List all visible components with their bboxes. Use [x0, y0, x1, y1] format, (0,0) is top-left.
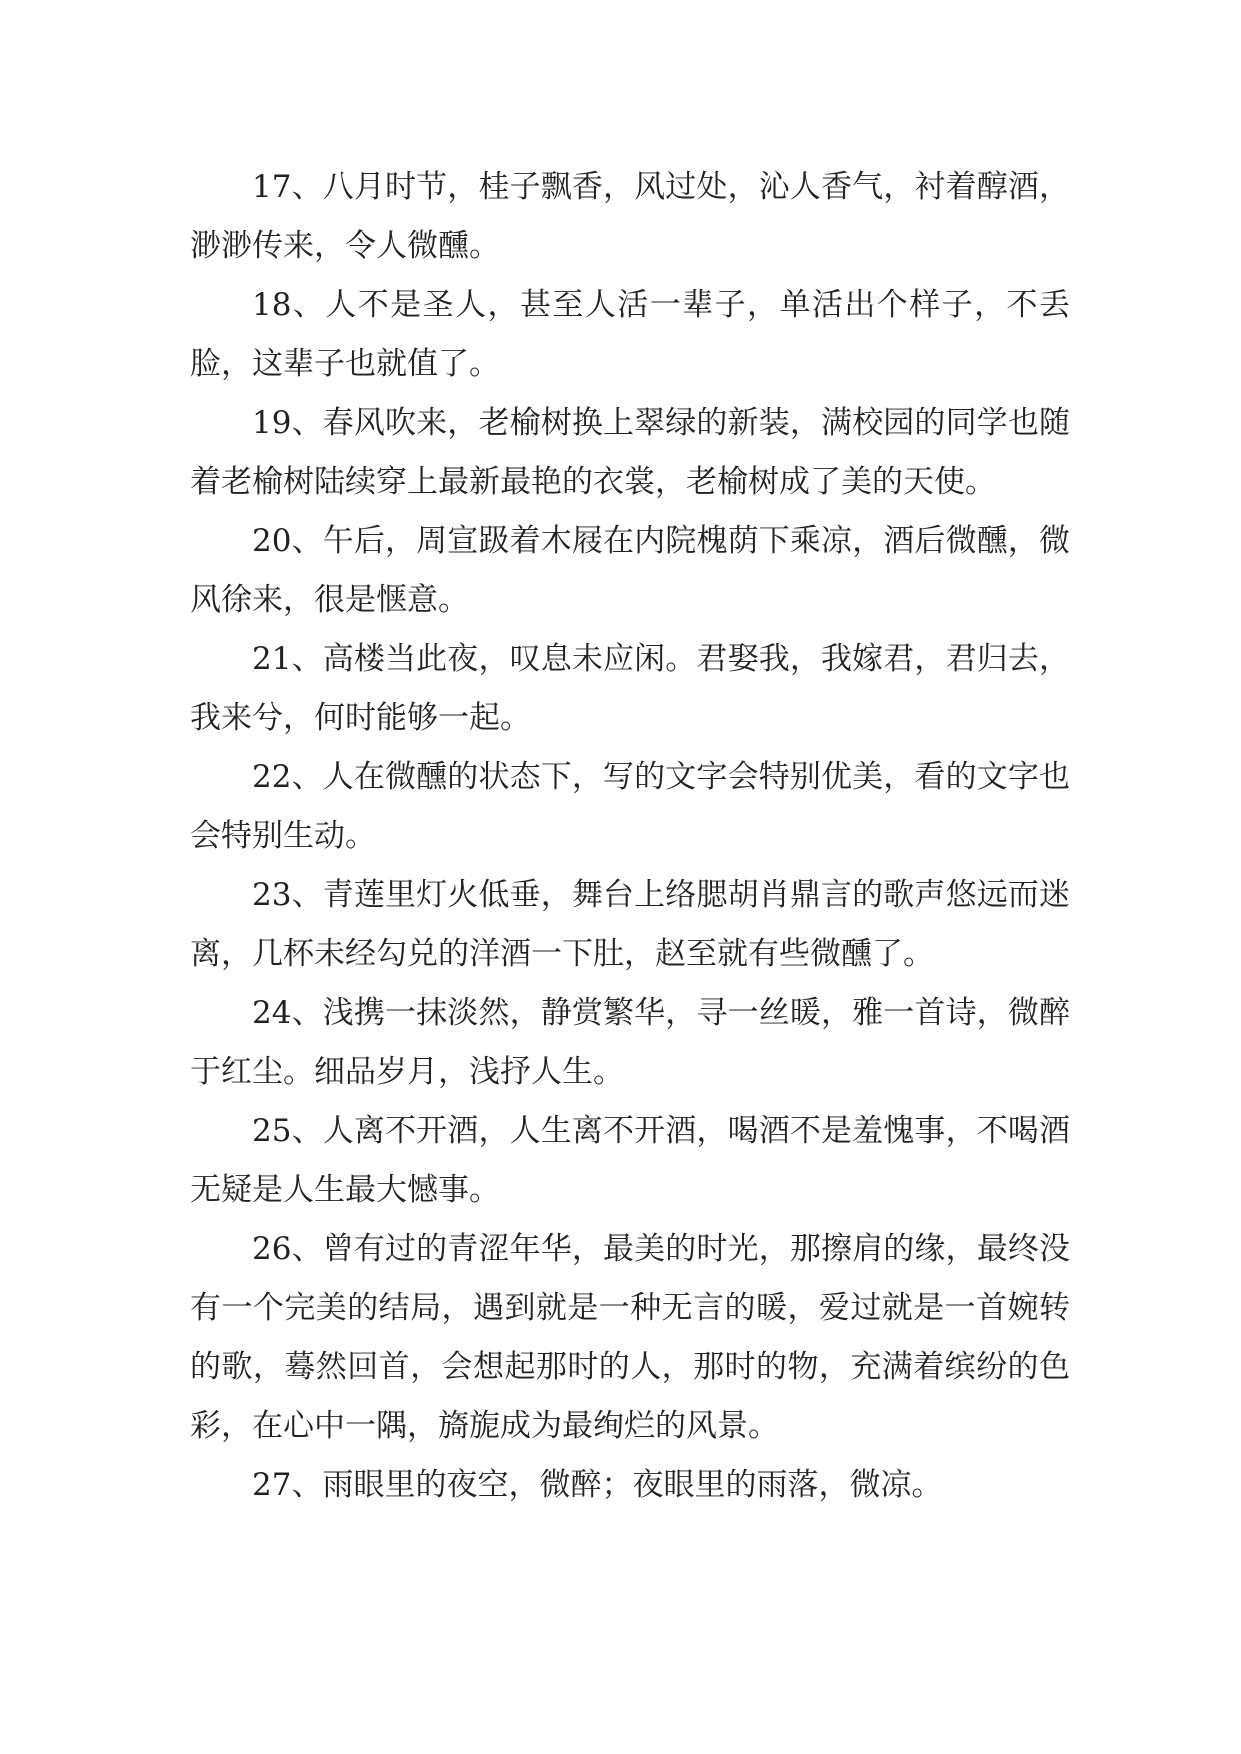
paragraph-20: 20、午后，周宣趿着木屐在内院槐荫下乘凉，酒后微醺，微风徐来，很是惬意。: [190, 523, 1070, 618]
paragraph-18: 18、人不是圣人，甚至人活一辈子，单活出个样子，不丢脸，这辈子也就值了。: [190, 287, 1070, 382]
paragraph-24: 24、浅携一抹淡然，静赏繁华，寻一丝暖，雅一首诗，微醉于红尘。细品岁月，浅抒人生。: [190, 995, 1070, 1090]
paragraph-26: 26、曾有过的青涩年华，最美的时光，那擦肩的缘，最终没有一个完美的结局，遇到就是一种无言的暖，爱过就是一首婉转的歌，蓦然回首，会想起那时的人，那时的物，充满着缤纷的色彩，在心中一隅，旖旎成为最绚烂的风景。: [190, 1231, 1070, 1444]
paragraph-22: 22、人在微醺的状态下，写的文字会特别优美，看的文字也会特别生动。: [190, 759, 1070, 854]
paragraph-23: 23、青莲里灯火低垂，舞台上络腮胡肖鼎言的歌声悠远而迷离，几杯未经勾兑的洋酒一下肚，赵至就有些微醺了。: [190, 877, 1070, 972]
paragraph-19: 19、春风吹来，老榆树换上翠绿的新装，满校园的同学也随着老榆树陆续穿上最新最艳的衣裳，老榆树成了美的天使。: [190, 405, 1070, 500]
paragraph-21: 21、高楼当此夜，叹息未应闲。君娶我，我嫁君，君归去，我来兮，何时能够一起。: [190, 641, 1070, 736]
paragraph-17: 17、八月时节，桂子飘香，风过处，沁人香气，衬着醇酒，渺渺传来，令人微醺。: [190, 169, 1070, 264]
document-body: [190, 158, 1070, 1515]
paragraph-25: 25、人离不开酒，人生离不开酒，喝酒不是羞愧事，不喝酒无疑是人生最大憾事。: [190, 1113, 1070, 1208]
paragraph-27: 27、雨眼里的夜空，微醉；夜眼里的雨落，微凉。: [252, 1467, 943, 1503]
